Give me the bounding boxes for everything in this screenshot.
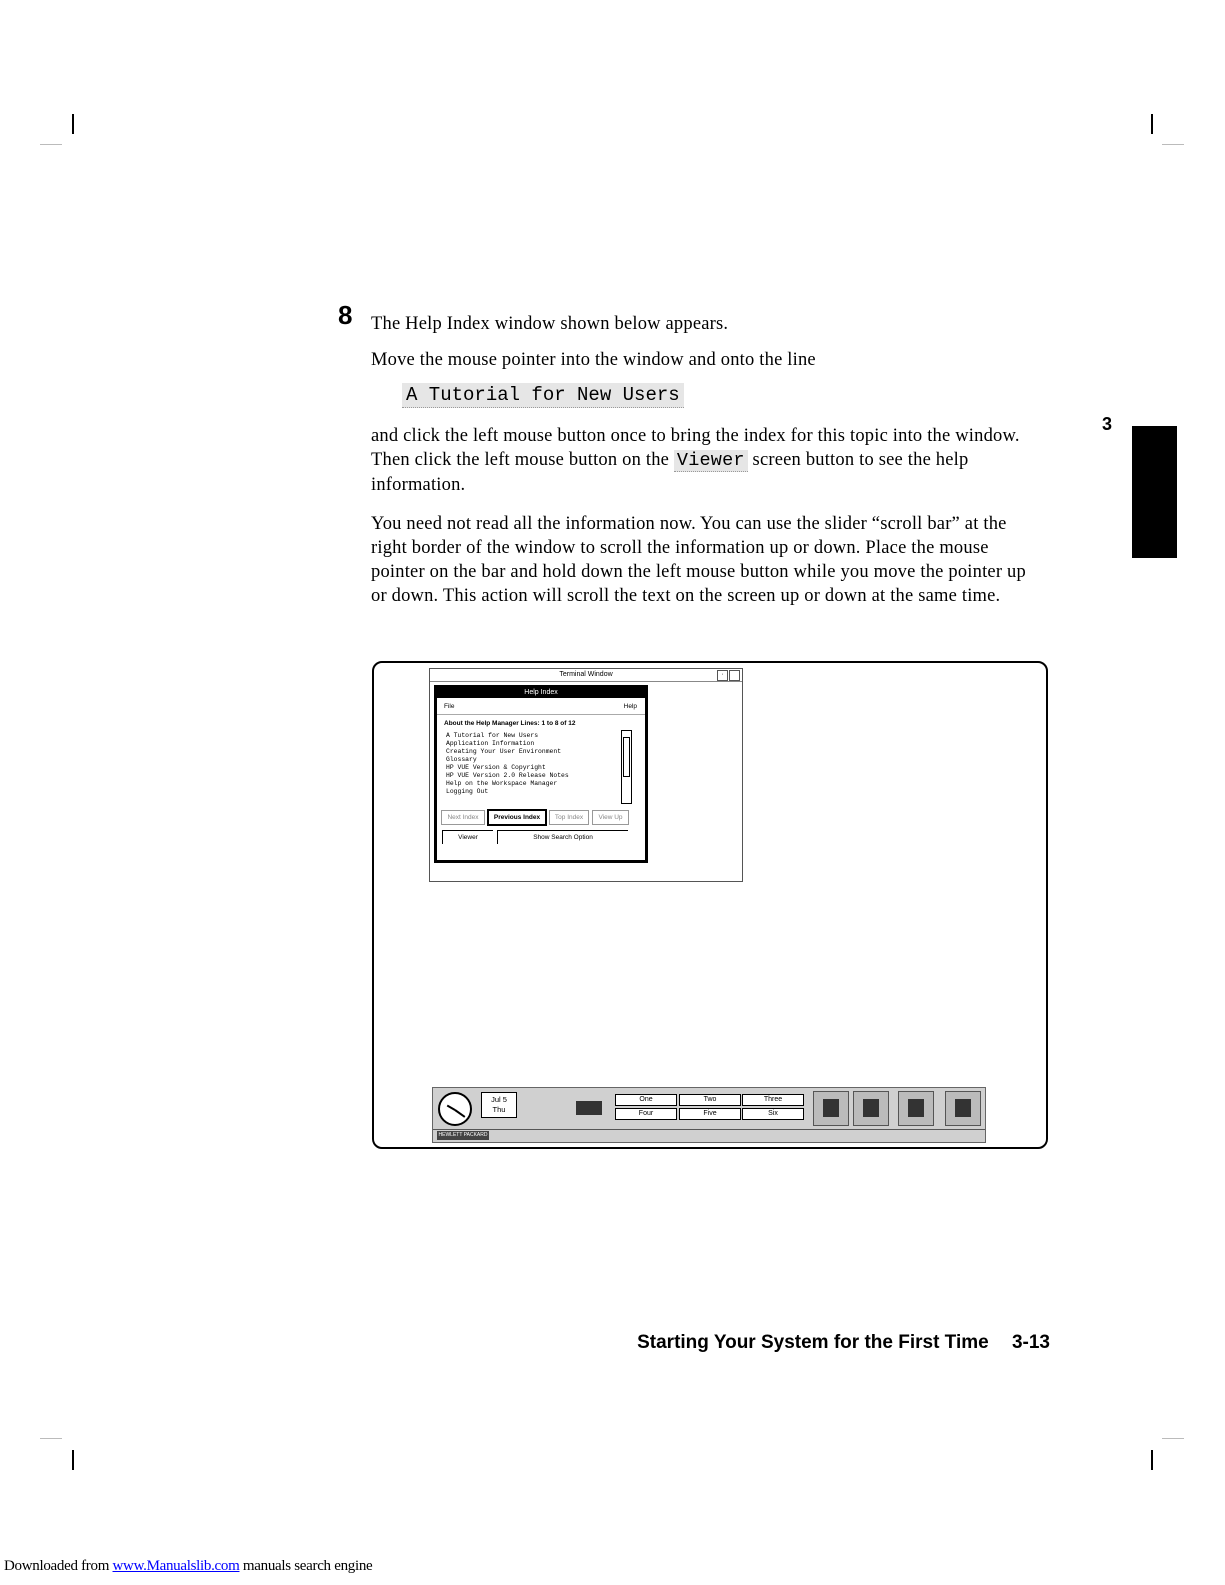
about-line: About the Help Manager Lines: 1 to 8 of 12 [444, 720, 576, 727]
crop-mark [40, 144, 62, 145]
day-text: Thu [492, 1105, 506, 1114]
click-text-2: screen button to see the help information. [371, 450, 969, 495]
list-item[interactable]: A Tutorial for New Users [446, 732, 539, 739]
click-text-1: and click the left mouse button once to bring the index for this topic into the window. Then click the left mouse button on the [371, 426, 1020, 470]
next-index-button[interactable]: Next Index [441, 810, 485, 825]
top-index-button[interactable]: Top Index [549, 810, 589, 825]
help-index-window [434, 685, 648, 863]
chapter-number: 3 [1102, 414, 1113, 434]
click-paragraph [371, 424, 1043, 497]
scroll-paragraph: You need not read all the information now. You can use the slider “scroll bar” at the right border of the window to scroll the information up or down. Place the mouse pointer on the bar and hold down the left mouse button while you move the pointer up or down. This action will scroll the text on the screen up or down at the same time. [371, 514, 1026, 606]
crop-mark [40, 1438, 62, 1439]
screenshot-figure [372, 661, 1048, 1149]
scrollbar[interactable] [621, 730, 632, 804]
scroll-thumb[interactable] [623, 737, 630, 777]
list-item[interactable]: Logging Out [446, 788, 489, 795]
page-footer [637, 1332, 1050, 1354]
style-manager-icon[interactable] [898, 1091, 934, 1126]
menu-file[interactable]: File [444, 703, 455, 710]
viewer-button[interactable]: Viewer [442, 830, 493, 844]
list-item[interactable]: HP VUE Version 2.0 Release Notes [446, 772, 569, 779]
workspace-two[interactable]: Two [679, 1094, 741, 1106]
file-manager-icon[interactable] [853, 1091, 889, 1126]
download-prefix: Downloaded from [4, 1558, 113, 1574]
step-intro: The Help Index window shown below appears. [371, 314, 729, 334]
date-text: Jul 5 [491, 1095, 507, 1104]
date-display[interactable] [481, 1092, 517, 1118]
clock-icon [438, 1092, 472, 1126]
crop-mark [1162, 1438, 1184, 1439]
topic-list [446, 732, 624, 800]
manualslib-link[interactable]: www.Manualslib.com [112, 1558, 240, 1574]
crop-mark [1151, 1450, 1153, 1470]
minimize-icon: · [717, 670, 728, 681]
exit-icon[interactable] [945, 1091, 981, 1126]
view-up-button[interactable]: View Up [592, 810, 629, 825]
code-line: A Tutorial for New Users [402, 383, 684, 408]
menu-help[interactable]: Help [623, 703, 637, 710]
crop-mark [1151, 114, 1153, 134]
printer-icon[interactable] [813, 1091, 849, 1126]
list-item[interactable]: HP VUE Version & Copyright [446, 764, 546, 771]
hp-logo: HEWLETT PACKARD [438, 1132, 488, 1138]
workspace-one[interactable]: One [615, 1094, 677, 1106]
viewer-button-ref: Viewer [674, 450, 748, 472]
workspace-four[interactable]: Four [615, 1108, 677, 1120]
chapter-tab [1132, 426, 1177, 558]
maximize-icon [729, 670, 740, 681]
help-menubar [437, 698, 645, 715]
download-suffix: manuals search engine [239, 1558, 373, 1574]
workspace-six[interactable]: Six [742, 1108, 804, 1120]
step-number: 8 [338, 300, 353, 330]
previous-index-button[interactable]: Previous Index [487, 809, 547, 826]
crop-mark [72, 114, 74, 134]
show-search-button[interactable]: Show Search Option [497, 830, 628, 844]
workspace-three[interactable]: Three [742, 1094, 804, 1106]
crop-mark [1162, 144, 1184, 145]
crop-mark [72, 1450, 74, 1470]
help-title: Help Index [437, 688, 645, 698]
front-panel [432, 1087, 986, 1143]
list-item[interactable]: Application Information [446, 740, 535, 747]
list-item[interactable]: Help on the Workspace Manager [446, 780, 558, 787]
download-line [4, 1558, 372, 1575]
terminal-title: Terminal Window [430, 669, 742, 682]
panel-subbar [433, 1129, 985, 1141]
footer-title: Starting Your System for the First Time [637, 1332, 989, 1353]
workspace-five[interactable]: Five [679, 1108, 741, 1120]
list-item[interactable]: Glossary [446, 756, 477, 763]
page-number: 3-13 [1011, 1332, 1050, 1353]
mail-icon[interactable] [568, 1091, 608, 1124]
step-instruction: Move the mouse pointer into the window and onto the line [371, 350, 816, 370]
list-item[interactable]: Creating Your User Environment [446, 748, 562, 755]
